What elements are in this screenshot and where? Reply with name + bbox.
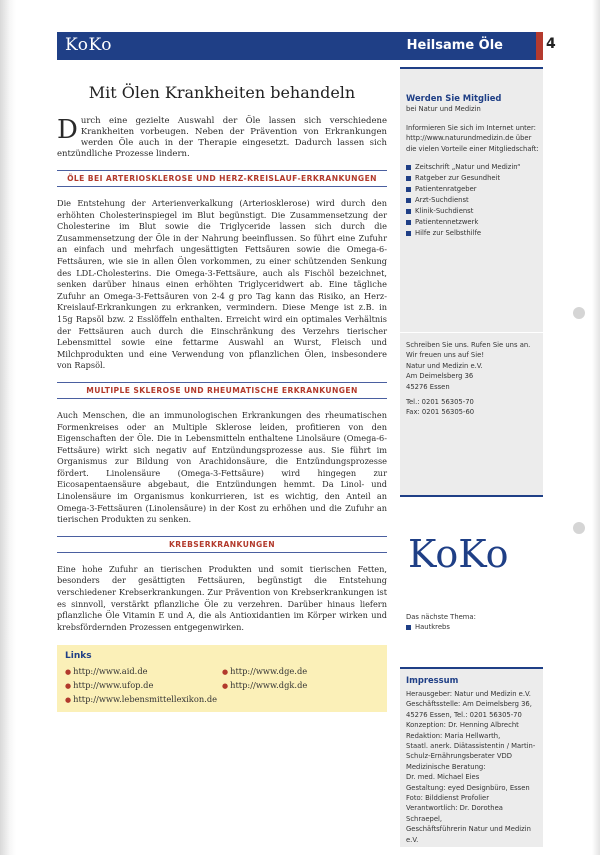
impressum-line: Konzeption: Dr. Henning Albrecht: [406, 721, 519, 730]
section-text-arteriosclerosis: Die Entstehung der Arterienverkalkung (Arteriosklerose) wird durch den erhöhten Cholesterinspiegel im Blut begünstigt. Die Zusammensetzung der Cholesterine im Blut sowie die Triglyceride lassen sich durch die Zusammensetzung der Öle in der Nahrung beeinflussen. So führt eine Zufuhr an einfach und mehrfach ungesättigten Fettsäuren sowie die Omega-6-Fettsäuren, wie sie in allen Ölen vorkommen, zu einer schützenden Senkung des LDL-Cholesterins. Die Omega-3-Fettsäure, auch als Fischöl bezeichnet, senken darüber hinaus einen erhöhten Triglyceridwert ab. Eine tägliche Zufuhr an Omega-3-Fettsäuren von 2-4 g pro Tag kann das Risiko, an Herz-Kreislauf-Erkrankungen zu erkranken, vermindern. Diese Menge ist z.B. in 15g Rapsöl bzw. 2 Esslöffeln enthalten. Erreicht wird ein optimales Verhältnis der Fettsäuren auch durch die Einschränkung des Verzehrs tierischer Lebensmittel sowie eine fettarme Auswahl an Wurst, Fleisch und Milchprodukten und eine Verwendung von pflanzlichen Ölen, insbesondere von Rapsöl.: [57, 198, 387, 371]
impressum-line: Dr. med. Michael Eies: [406, 773, 480, 782]
drop-cap: D: [57, 115, 78, 145]
link-item[interactable]: ● http://www.dge.de: [222, 666, 308, 677]
fax: Fax: 0201 56305-60: [406, 408, 475, 417]
phone: Tel.: 0201 56305-70: [406, 398, 474, 407]
impressum-block: [406, 675, 539, 845]
links-list: [65, 665, 379, 706]
square-bullet-icon: [406, 625, 411, 630]
impressum-rule: [400, 667, 543, 669]
article-title: Mit Ölen Krankheiten behandeln: [88, 83, 356, 102]
section-heading-cancer: KREBSERKRANKUNGEN: [57, 536, 387, 553]
impressum-heading: Impressum: [406, 675, 459, 685]
next-topic-item: Hautkrebs: [406, 622, 539, 632]
sidebar-divider: [400, 332, 543, 333]
header-logo: KoKo: [65, 35, 112, 55]
membership-sub: bei Natur und Medizin: [406, 105, 481, 113]
scan-edge-right: [592, 0, 600, 855]
section-heading-ms-rheuma: MULTIPLE SKLEROSE UND RHEUMATISCHE ERKRANKUNGEN: [57, 382, 387, 399]
benefit-item: Hilfe zur Selbsthilfe: [406, 228, 539, 239]
square-bullet-icon: [406, 165, 411, 170]
impressum-line: Redaktion: Maria Hellwarth,: [406, 731, 501, 740]
contact-block: [406, 340, 539, 418]
links-box: [57, 645, 387, 712]
sidebar: [400, 67, 543, 847]
next-topic-block: [406, 612, 539, 633]
link-item[interactable]: ● http://www.dgk.de: [222, 680, 308, 691]
scan-edge-left: [0, 0, 16, 855]
impressum-line: Gestaltung: eyed Designbüro, Essen: [406, 783, 530, 792]
section-text-ms-rheuma: Auch Menschen, die an immunologischen Erkrankungen des rheumatischen Formenkreises oder an Multiple Sklerose leiden, profitieren von den Eigenschaften der Öle. Die in Lebensmitteln enthaltene Linolsäure (Omega-6-Fettsäure) wirkt sich negativ auf Entzündungsprozesse aus. Sie führt im Organismus zur Bildung von Arachidonsäure, die Entzündungsprozesse fördert. Linolensäure (Omega-3-Fettsäure) wird hingegen zur Eicosapentaensäure abgebaut, die Entzündungen hemmt. Da Linol- und Linolensäure im Organismus konkurrieren, ist es wichtig, den Anteil an Omega-3-Fettsäuren (Linolensäure) in der Kost zu erhöhen und die Zufuhr an tierischen Produkten zu senken.: [57, 409, 387, 525]
address-line: Am Deimelsberg 36: [406, 372, 474, 381]
links-title: Links: [65, 651, 92, 662]
impressum-line: Herausgeber: Natur und Medizin e.V.: [406, 690, 531, 698]
benefit-item: Patientenratgeber: [406, 184, 539, 195]
benefits-list: [406, 162, 539, 239]
sidebar-top-rule: [400, 67, 543, 69]
impressum-line: Foto: Bilddienst Profolier: [406, 794, 489, 803]
membership-heading: Werden Sie Mitglied: [406, 93, 502, 103]
intro-text: urch eine gezielte Auswahl der Öle lassen sich verschiedene Krankheiten vorbeugen. Neben der Prävention von Erkrankungen werden Öle auch in der Therapie eingesetzt. Dadurch lassen sich entzündliche Prozesse lindern.: [57, 116, 387, 159]
address-line: Natur und Medizin e.V.: [406, 361, 483, 370]
square-bullet-icon: [406, 231, 411, 236]
address-line: 45276 Essen: [406, 382, 450, 391]
link-item[interactable]: ● http://www.lebensmittellexikon.de: [65, 694, 218, 705]
benefit-item: Zeitschrift „Natur und Medizin“: [406, 162, 539, 173]
section-text-cancer: Eine hohe Zufuhr an tierischen Produkten und somit tierischen Fetten, besonders der gesättigten Fettsäuren, begünstigt die Entstehung verschiedener Krebserkrankungen. Zur Prävention von Krebserkrankungen ist es sinnvoll, verstärkt pflanzliche Öle zu verzehren. Darüber hinaus liefern pflanzliche Öle Vitamin E und A, die als Antioxidantien im Körper wirken und krebsfördernden Prozessen entgegenwirken.: [57, 563, 387, 632]
next-topic-label: Das nächste Thema:: [406, 613, 476, 621]
link-item[interactable]: ● http://www.ufop.de: [65, 680, 154, 691]
benefit-item: Klinik-Suchdienst: [406, 206, 539, 217]
impressum-line: 45276 Essen, Tel.: 0201 56305-70: [406, 710, 522, 719]
square-bullet-icon: [406, 198, 411, 203]
membership-block: [406, 93, 539, 239]
square-bullet-icon: [406, 176, 411, 181]
impressum-line: Geschäftsführerin Natur und Medizin e.V.: [406, 825, 531, 844]
impressum-line: Schulz-Ernährungsberater VDD: [406, 752, 512, 761]
impressum-line: Geschäftsstelle: Am Deimelsberg 36,: [406, 700, 532, 709]
sidebar-blue-rule: [400, 495, 543, 497]
contact-intro: Schreiben Sie uns. Rufen Sie uns an. Wir freuen uns auf Sie!: [406, 341, 531, 360]
binder-hole: [573, 307, 585, 319]
article-intro: [57, 116, 387, 160]
bullet-icon: ●: [65, 682, 72, 691]
logo-panel: [400, 497, 543, 667]
koko-logo: KoKo: [408, 532, 509, 576]
benefit-item: Ratgeber zur Gesundheit: [406, 173, 539, 184]
page-number: 4: [546, 36, 556, 52]
bullet-icon: ●: [222, 682, 229, 691]
section-heading-arteriosclerosis: ÖLE BEI ARTERIOSKLEROSE UND HERZ-KREISLAUF-ERKRANKUNGEN: [57, 170, 387, 187]
header-bar: [57, 32, 543, 60]
article: [57, 75, 387, 712]
bullet-icon: ●: [65, 696, 72, 705]
benefit-item: Arzt-Suchdienst: [406, 195, 539, 206]
page-tab: [536, 32, 543, 60]
membership-info: Informieren Sie sich im Internet unter: http://www.naturundmedizin.de über die vielen Vorteile einer Mitgliedschaft:: [406, 124, 539, 153]
square-bullet-icon: [406, 187, 411, 192]
bullet-icon: ●: [65, 668, 72, 677]
bullet-icon: ●: [222, 668, 229, 677]
benefit-item: Patientennetzwerk: [406, 217, 539, 228]
section-title: Heilsame Öle: [406, 38, 503, 53]
square-bullet-icon: [406, 209, 411, 214]
link-item[interactable]: ● http://www.aid.de: [65, 666, 148, 677]
binder-hole: [573, 522, 585, 534]
impressum-line: Verantwortlich: Dr. Dorothea Schraepel,: [406, 804, 503, 823]
impressum-line: Staatl. anerk. Diätassistentin / Martin-: [406, 742, 536, 751]
impressum-line: Medizinische Beratung:: [406, 762, 486, 771]
square-bullet-icon: [406, 220, 411, 225]
